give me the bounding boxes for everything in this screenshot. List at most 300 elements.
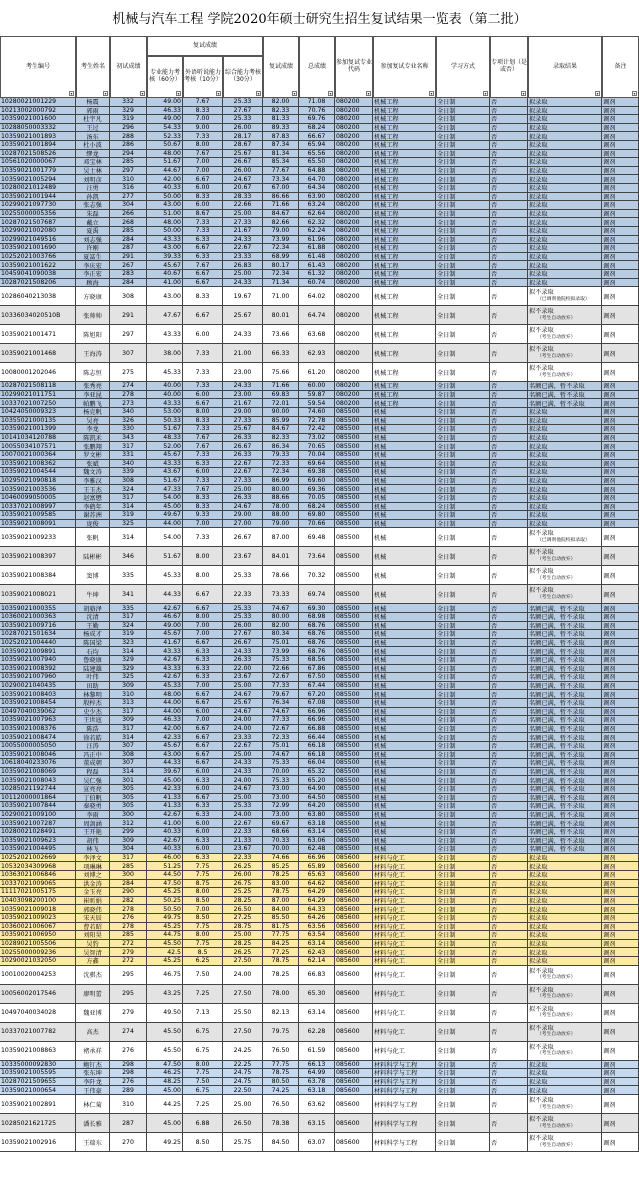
cell-study-mode[interactable]: 全日制 (436, 1086, 490, 1095)
cell-language-score[interactable]: 7.00 (183, 622, 223, 631)
cell-total-score[interactable]: 62.64 (299, 210, 335, 219)
cell-professional-score[interactable]: 43.33 (147, 647, 183, 656)
cell-language-score[interactable]: 6.75 (183, 1023, 223, 1042)
cell-initial-score[interactable]: 286 (110, 141, 147, 150)
cell-remarks[interactable]: 调剂 (602, 363, 639, 382)
cell-major-name[interactable]: 机械 (373, 828, 436, 837)
cell-professional-score[interactable]: 51.67 (147, 477, 183, 486)
cell-retest-score[interactable]: 75.33 (263, 656, 299, 665)
cell-professional-score[interactable]: 43.33 (147, 460, 183, 469)
cell-total-score[interactable]: 62.24 (299, 227, 335, 236)
cell-major-code[interactable]: 085500 (335, 630, 373, 639)
cell-initial-score[interactable]: 314 (110, 733, 147, 742)
cell-initial-score[interactable]: 276 (110, 1078, 147, 1087)
cell-study-mode[interactable]: 全日制 (436, 914, 490, 923)
cell-language-score[interactable]: 6.33 (183, 253, 223, 262)
cell-special-plan[interactable]: 否 (490, 244, 528, 253)
cell-major-name[interactable]: 机械 (373, 776, 436, 785)
table-row[interactable] (0, 253, 639, 262)
cell-professional-score[interactable]: 46.25 (147, 1069, 183, 1078)
cell-name[interactable]: 张东坤 (76, 1069, 110, 1078)
table-row[interactable] (0, 210, 639, 219)
cell-professional-score[interactable]: 42.33 (147, 785, 183, 794)
cell-initial-score[interactable]: 289 (110, 1086, 147, 1095)
cell-comprehensive-score[interactable]: 23.00 (223, 391, 263, 400)
cell-retest-score[interactable]: 77.33 (263, 716, 299, 725)
cell-name[interactable]: 罗文彬 (76, 451, 110, 460)
cell-exam-id[interactable]: 10359021008046 (0, 751, 76, 760)
cell-name[interactable]: 汪勇 (76, 184, 110, 193)
cell-exam-id[interactable]: 10359021008069 (0, 768, 76, 777)
cell-retest-score[interactable]: 78.38 (263, 1114, 299, 1133)
cell-special-plan[interactable]: 否 (490, 751, 528, 760)
cell-total-score[interactable]: 64.26 (299, 914, 335, 923)
cell-total-score[interactable]: 64.29 (299, 897, 335, 906)
cell-retest-score[interactable]: 71.66 (263, 382, 299, 391)
cell-major-name[interactable]: 机械工程 (373, 184, 436, 193)
table-row[interactable] (0, 733, 639, 742)
cell-admission-result[interactable] (528, 363, 602, 382)
cell-special-plan[interactable]: 否 (490, 325, 528, 344)
cell-special-plan[interactable]: 否 (490, 417, 528, 426)
cell-exam-id[interactable]: 10359021007287 (0, 819, 76, 828)
cell-exam-id[interactable]: 10055034107571 (0, 442, 76, 451)
table-row[interactable] (0, 399, 639, 408)
cell-comprehensive-score[interactable]: 25.33 (223, 604, 263, 613)
cell-initial-score[interactable]: 314 (110, 503, 147, 512)
cell-exam-id[interactable]: 10299021097730 (0, 201, 76, 210)
cell-major-code[interactable]: 085500 (335, 408, 373, 417)
cell-retest-score[interactable]: 80.34 (263, 630, 299, 639)
cell-study-mode[interactable]: 全日制 (436, 306, 490, 325)
cell-major-code[interactable]: 085500 (335, 768, 373, 777)
cell-retest-score[interactable]: 72.33 (263, 733, 299, 742)
cell-remarks[interactable]: 调剂 (602, 751, 639, 760)
cell-name[interactable]: 沈清 (76, 613, 110, 622)
cell-special-plan[interactable]: 否 (490, 708, 528, 717)
cell-special-plan[interactable]: 否 (490, 811, 528, 820)
cell-major-code[interactable]: 085600 (335, 871, 373, 880)
cell-exam-id[interactable]: 10359021008474 (0, 733, 76, 742)
cell-comprehensive-score[interactable]: 22.00 (223, 665, 263, 674)
cell-professional-score[interactable]: 51.25 (147, 862, 183, 871)
cell-name[interactable]: 方晓康 (76, 287, 110, 306)
cell-comprehensive-score[interactable]: 24.00 (223, 776, 263, 785)
cell-remarks[interactable]: 调剂 (602, 494, 639, 503)
cell-study-mode[interactable]: 全日制 (436, 124, 490, 133)
cell-retest-score[interactable]: 72.66 (263, 665, 299, 674)
cell-major-name[interactable]: 材料与化工 (373, 1023, 436, 1042)
cell-exam-id[interactable]: 10359021008392 (0, 665, 76, 674)
cell-retest-score[interactable]: 70.00 (263, 768, 299, 777)
cell-major-name[interactable]: 材料科学与工程 (373, 1078, 436, 1087)
cell-exam-id[interactable]: 10287021501634 (0, 630, 76, 639)
cell-admission-result[interactable]: 拟录取 (528, 261, 602, 270)
cell-total-score[interactable]: 65.20 (299, 776, 335, 785)
cell-major-code[interactable]: 085500 (335, 417, 373, 426)
cell-remarks[interactable]: 调剂 (602, 175, 639, 184)
cell-language-score[interactable]: 6.00 (183, 785, 223, 794)
cell-major-name[interactable]: 机械工程 (373, 344, 436, 363)
cell-retest-score[interactable]: 88.66 (263, 494, 299, 503)
cell-remarks[interactable]: 调剂 (602, 344, 639, 363)
table-row[interactable] (0, 442, 639, 451)
cell-name[interactable]: 殷梓杰 (76, 699, 110, 708)
cell-special-plan[interactable]: 否 (490, 279, 528, 288)
cell-admission-result[interactable]: 拟录取 (528, 897, 602, 906)
cell-language-score[interactable]: 8.75 (183, 880, 223, 889)
cell-professional-score[interactable]: 40.00 (147, 382, 183, 391)
cell-special-plan[interactable]: 否 (490, 682, 528, 691)
cell-professional-score[interactable]: 45.25 (147, 923, 183, 932)
cell-study-mode[interactable]: 全日制 (436, 477, 490, 486)
cell-comprehensive-score[interactable]: 22.25 (223, 1061, 263, 1070)
cell-retest-score[interactable]: 86.34 (263, 442, 299, 451)
cell-professional-score[interactable]: 46.75 (147, 966, 183, 985)
cell-major-code[interactable]: 080200 (335, 124, 373, 133)
cell-major-name[interactable]: 机械 (373, 742, 436, 751)
cell-professional-score[interactable]: 49.00 (147, 622, 183, 631)
cell-special-plan[interactable]: 否 (490, 1086, 528, 1095)
cell-major-name[interactable]: 机械 (373, 837, 436, 846)
cell-comprehensive-score[interactable]: 28.25 (223, 940, 263, 949)
cell-total-score[interactable]: 63.14 (299, 940, 335, 949)
cell-comprehensive-score[interactable]: 25.33 (223, 613, 263, 622)
cell-name[interactable]: 汤东 (76, 132, 110, 141)
cell-major-name[interactable]: 机械 (373, 725, 436, 734)
cell-major-code[interactable]: 085500 (335, 716, 373, 725)
cell-language-score[interactable]: 6.67 (183, 604, 223, 613)
cell-remarks[interactable]: 调剂 (602, 690, 639, 699)
cell-name[interactable]: 张秀亮 (76, 382, 110, 391)
cell-admission-result[interactable]: 拟录取 (528, 107, 602, 116)
cell-major-name[interactable]: 机械 (373, 408, 436, 417)
cell-initial-score[interactable]: 329 (110, 107, 147, 116)
cell-admission-result[interactable] (528, 566, 602, 585)
cell-total-score[interactable]: 63.06 (299, 837, 335, 846)
cell-comprehensive-score[interactable]: 24.33 (223, 759, 263, 768)
cell-language-score[interactable]: 7.00 (183, 682, 223, 691)
cell-study-mode[interactable]: 全日制 (436, 210, 490, 219)
cell-study-mode[interactable]: 全日制 (436, 1078, 490, 1087)
cell-language-score[interactable]: 7.33 (183, 132, 223, 141)
cell-admission-result[interactable]: 拟录取 (528, 1061, 602, 1070)
cell-major-name[interactable]: 机械工程 (373, 124, 436, 133)
cell-name[interactable]: 方鑫 (76, 957, 110, 966)
cell-total-score[interactable]: 67.44 (299, 682, 335, 691)
cell-major-code[interactable]: 085500 (335, 733, 373, 742)
cell-professional-score[interactable]: 43.00 (147, 287, 183, 306)
cell-major-name[interactable]: 机械 (373, 622, 436, 631)
cell-initial-score[interactable]: 323 (110, 639, 147, 648)
cell-language-score[interactable]: 8.33 (183, 417, 223, 426)
cell-comprehensive-score[interactable]: 26.00 (223, 167, 263, 176)
cell-initial-score[interactable]: 310 (110, 175, 147, 184)
table-row[interactable] (0, 1061, 639, 1070)
cell-major-code[interactable]: 085600 (335, 948, 373, 957)
cell-study-mode[interactable]: 全日制 (436, 673, 490, 682)
cell-study-mode[interactable]: 全日制 (436, 880, 490, 889)
cell-language-score[interactable]: 8.00 (183, 141, 223, 150)
cell-language-score[interactable]: 6.67 (183, 306, 223, 325)
cell-language-score[interactable]: 6.00 (183, 325, 223, 344)
cell-major-code[interactable]: 085500 (335, 503, 373, 512)
table-row[interactable] (0, 837, 639, 846)
cell-professional-score[interactable]: 44.00 (147, 699, 183, 708)
cell-remarks[interactable]: 调剂 (602, 948, 639, 957)
cell-study-mode[interactable]: 全日制 (436, 460, 490, 469)
cell-total-score[interactable]: 69.60 (299, 477, 335, 486)
cell-special-plan[interactable]: 否 (490, 604, 528, 613)
cell-total-score[interactable]: 65.89 (299, 862, 335, 871)
cell-total-score[interactable]: 65.63 (299, 871, 335, 880)
cell-special-plan[interactable]: 否 (490, 503, 528, 512)
cell-special-plan[interactable]: 否 (490, 828, 528, 837)
cell-comprehensive-score[interactable]: 24.67 (223, 708, 263, 717)
cell-exam-id[interactable]: 10359021008454 (0, 699, 76, 708)
cell-admission-result[interactable]: 拟录取 (528, 940, 602, 949)
cell-comprehensive-score[interactable]: 26.33 (223, 494, 263, 503)
cell-name[interactable]: 宋天辰 (76, 914, 110, 923)
cell-comprehensive-score[interactable]: 26.33 (223, 656, 263, 665)
cell-major-code[interactable]: 085600 (335, 923, 373, 932)
cell-major-code[interactable]: 080200 (335, 193, 373, 202)
cell-major-name[interactable]: 机械 (373, 665, 436, 674)
cell-initial-score[interactable]: 295 (110, 966, 147, 985)
cell-professional-score[interactable]: 45.33 (147, 363, 183, 382)
cell-remarks[interactable]: 调剂 (602, 503, 639, 512)
cell-language-score[interactable]: 6.67 (183, 585, 223, 604)
cell-name[interactable]: 李雅汉 (76, 477, 110, 486)
cell-initial-score[interactable]: 316 (110, 184, 147, 193)
cell-remarks[interactable]: 调剂 (602, 408, 639, 417)
cell-major-code[interactable]: 080200 (335, 218, 373, 227)
cell-special-plan[interactable]: 否 (490, 270, 528, 279)
cell-admission-result[interactable]: 拟录取 (528, 218, 602, 227)
cell-major-name[interactable]: 材料科学与工程 (373, 1069, 436, 1078)
cell-initial-score[interactable]: 294 (110, 150, 147, 159)
table-row[interactable] (0, 828, 639, 837)
cell-admission-result[interactable]: 拟录取 (528, 520, 602, 529)
cell-initial-score[interactable]: 284 (110, 880, 147, 889)
cell-comprehensive-score[interactable]: 23.67 (223, 547, 263, 566)
cell-special-plan[interactable]: 否 (490, 622, 528, 631)
cell-retest-score[interactable]: 84.50 (263, 1133, 299, 1152)
cell-admission-result[interactable]: 拟录取 (528, 98, 602, 107)
cell-admission-result[interactable]: 名额已满，暂不录取 (528, 742, 602, 751)
cell-major-name[interactable]: 机械 (373, 733, 436, 742)
cell-professional-score[interactable]: 47.50 (147, 1061, 183, 1070)
cell-language-score[interactable]: 7.67 (183, 485, 223, 494)
cell-name[interactable]: 窦博 (76, 566, 110, 585)
cell-retest-score[interactable]: 77.75 (263, 1061, 299, 1070)
table-row[interactable] (0, 98, 639, 107)
cell-major-name[interactable]: 材料与化工 (373, 888, 436, 897)
cell-language-score[interactable]: 8.00 (183, 1061, 223, 1070)
cell-total-score[interactable]: 70.32 (299, 566, 335, 585)
cell-total-score[interactable]: 63.78 (299, 1078, 335, 1087)
cell-professional-score[interactable]: 45.00 (147, 1114, 183, 1133)
cell-comprehensive-score[interactable]: 23.33 (223, 253, 263, 262)
cell-admission-result[interactable]: 拟录取 (528, 236, 602, 245)
cell-comprehensive-score[interactable]: 23.33 (223, 733, 263, 742)
cell-major-code[interactable]: 085500 (335, 639, 373, 648)
cell-professional-score[interactable]: 45.33 (147, 566, 183, 585)
cell-major-name[interactable]: 机械 (373, 566, 436, 585)
cell-admission-result[interactable]: 名额已满，暂不录取 (528, 382, 602, 391)
cell-initial-score[interactable]: 291 (110, 253, 147, 262)
cell-comprehensive-score[interactable]: 23.67 (223, 673, 263, 682)
cell-comprehensive-score[interactable]: 24.67 (223, 785, 263, 794)
cell-study-mode[interactable]: 全日制 (436, 344, 490, 363)
cell-total-score[interactable]: 66.88 (299, 725, 335, 734)
cell-professional-score[interactable]: 50.33 (147, 417, 183, 426)
cell-remarks[interactable]: 调剂 (602, 768, 639, 777)
cell-retest-score[interactable]: 82.33 (263, 107, 299, 116)
table-row[interactable] (0, 227, 639, 236)
table-row[interactable] (0, 494, 639, 503)
filter-dropdown-icon[interactable]: ▾ (70, 91, 73, 96)
cell-total-score[interactable]: 62.32 (299, 218, 335, 227)
cell-study-mode[interactable]: 全日制 (436, 985, 490, 1004)
cell-admission-result[interactable] (528, 287, 602, 306)
cell-total-score[interactable]: 60.00 (299, 382, 335, 391)
cell-special-plan[interactable]: 否 (490, 124, 528, 133)
cell-remarks[interactable]: 调剂 (602, 201, 639, 210)
cell-name[interactable]: 戴立 (76, 218, 110, 227)
cell-study-mode[interactable]: 全日制 (436, 167, 490, 176)
cell-admission-result[interactable]: 拟录取 (528, 511, 602, 520)
cell-comprehensive-score[interactable]: 26.33 (223, 434, 263, 443)
cell-initial-score[interactable]: 313 (110, 699, 147, 708)
cell-study-mode[interactable]: 全日制 (436, 227, 490, 236)
cell-retest-score[interactable]: 84.67 (263, 210, 299, 219)
cell-remarks[interactable]: 调剂 (602, 811, 639, 820)
cell-name[interactable]: 李鹤年 (76, 503, 110, 512)
cell-language-score[interactable]: 6.67 (183, 733, 223, 742)
table-row[interactable] (0, 957, 639, 966)
cell-initial-score[interactable]: 309 (110, 682, 147, 691)
cell-exam-id[interactable]: 10360021000363 (0, 613, 76, 622)
cell-comprehensive-score[interactable]: 23.67 (223, 845, 263, 854)
cell-language-score[interactable]: 7.25 (183, 1095, 223, 1114)
cell-total-score[interactable]: 66.04 (299, 759, 335, 768)
cell-study-mode[interactable]: 全日制 (436, 742, 490, 751)
cell-exam-id[interactable]: 10359021001944 (0, 193, 76, 202)
cell-major-code[interactable]: 085500 (335, 699, 373, 708)
cell-special-plan[interactable]: 否 (490, 759, 528, 768)
cell-admission-result[interactable] (528, 585, 602, 604)
cell-comprehensive-score[interactable]: 22.67 (223, 468, 263, 477)
cell-major-name[interactable]: 机械 (373, 802, 436, 811)
cell-remarks[interactable]: 调剂 (602, 511, 639, 520)
cell-special-plan[interactable]: 否 (490, 725, 528, 734)
cell-special-plan[interactable]: 否 (490, 690, 528, 699)
cell-exam-id[interactable]: 10497040039062 (0, 708, 76, 717)
cell-name[interactable]: 徐若皓 (76, 733, 110, 742)
cell-study-mode[interactable]: 全日制 (436, 794, 490, 803)
cell-retest-score[interactable]: 75.33 (263, 776, 299, 785)
cell-special-plan[interactable]: 否 (490, 948, 528, 957)
cell-retest-score[interactable]: 78.75 (263, 1069, 299, 1078)
cell-special-plan[interactable]: 否 (490, 905, 528, 914)
cell-exam-id[interactable]: 10359021008043 (0, 776, 76, 785)
cell-name[interactable]: 王玉杰 (76, 485, 110, 494)
cell-special-plan[interactable]: 否 (490, 733, 528, 742)
cell-language-score[interactable]: 7.75 (183, 1069, 223, 1078)
cell-total-score[interactable]: 61.96 (299, 236, 335, 245)
cell-language-score[interactable]: 8.00 (183, 888, 223, 897)
cell-professional-score[interactable]: 41.00 (147, 279, 183, 288)
cell-total-score[interactable]: 63.14 (299, 828, 335, 837)
cell-admission-result[interactable]: 拟录取 (528, 880, 602, 889)
cell-admission-result[interactable]: 拟录取 (528, 468, 602, 477)
cell-language-score[interactable]: 7.33 (183, 227, 223, 236)
cell-comprehensive-score[interactable]: 25.67 (223, 699, 263, 708)
cell-exam-id[interactable]: 10359021008376 (0, 725, 76, 734)
cell-remarks[interactable]: 调剂 (602, 776, 639, 785)
cell-exam-id[interactable]: 10280021001229 (0, 98, 76, 107)
cell-study-mode[interactable]: 全日制 (436, 897, 490, 906)
cell-study-mode[interactable]: 全日制 (436, 244, 490, 253)
cell-total-score[interactable]: 64.34 (299, 184, 335, 193)
cell-exam-id[interactable]: 10290021009100 (0, 811, 76, 820)
cell-major-name[interactable]: 机械工程 (373, 98, 436, 107)
cell-professional-score[interactable]: 42.67 (147, 656, 183, 665)
cell-special-plan[interactable]: 否 (490, 1069, 528, 1078)
table-row[interactable] (0, 325, 639, 344)
cell-special-plan[interactable]: 否 (490, 1133, 528, 1152)
cell-total-score[interactable]: 59.54 (299, 399, 335, 408)
cell-remarks[interactable]: 调剂 (602, 150, 639, 159)
cell-exam-id[interactable]: 10359021009716 (0, 622, 76, 631)
cell-remarks[interactable]: 调剂 (602, 794, 639, 803)
table-row[interactable] (0, 451, 639, 460)
cell-total-score[interactable]: 59.87 (299, 391, 335, 400)
cell-retest-score[interactable]: 75.01 (263, 639, 299, 648)
cell-name[interactable]: 缪龙 (76, 150, 110, 159)
table-row[interactable] (0, 363, 639, 382)
cell-admission-result[interactable]: 拟录取 (528, 871, 602, 880)
cell-study-mode[interactable]: 全日制 (436, 511, 490, 520)
cell-major-name[interactable]: 机械 (373, 759, 436, 768)
cell-exam-id[interactable]: 10359021004544 (0, 468, 76, 477)
cell-special-plan[interactable]: 否 (490, 785, 528, 794)
cell-comprehensive-score[interactable]: 26.67 (223, 639, 263, 648)
cell-study-mode[interactable]: 全日制 (436, 656, 490, 665)
cell-special-plan[interactable]: 否 (490, 742, 528, 751)
cell-major-name[interactable]: 机械工程 (373, 261, 436, 270)
cell-professional-score[interactable]: 52.33 (147, 132, 183, 141)
cell-name[interactable]: 杜小波 (76, 141, 110, 150)
cell-admission-result[interactable]: 拟录取 (528, 132, 602, 141)
cell-retest-score[interactable]: 90.00 (263, 408, 299, 417)
cell-name[interactable]: 夏禹 (76, 227, 110, 236)
table-row[interactable] (0, 905, 639, 914)
cell-initial-score[interactable]: 317 (110, 725, 147, 734)
cell-study-mode[interactable]: 全日制 (436, 107, 490, 116)
cell-major-code[interactable]: 085600 (335, 1004, 373, 1023)
cell-major-name[interactable]: 机械 (373, 460, 436, 469)
cell-language-score[interactable]: 6.88 (183, 1114, 223, 1133)
cell-remarks[interactable]: 调剂 (602, 468, 639, 477)
cell-special-plan[interactable]: 否 (490, 673, 528, 682)
cell-exam-id[interactable]: 10252021003766 (0, 253, 76, 262)
cell-professional-score[interactable]: 43.33 (147, 236, 183, 245)
cell-exam-id[interactable]: 10010020004253 (0, 966, 76, 985)
cell-remarks[interactable]: 调剂 (602, 141, 639, 150)
table-row[interactable] (0, 759, 639, 768)
